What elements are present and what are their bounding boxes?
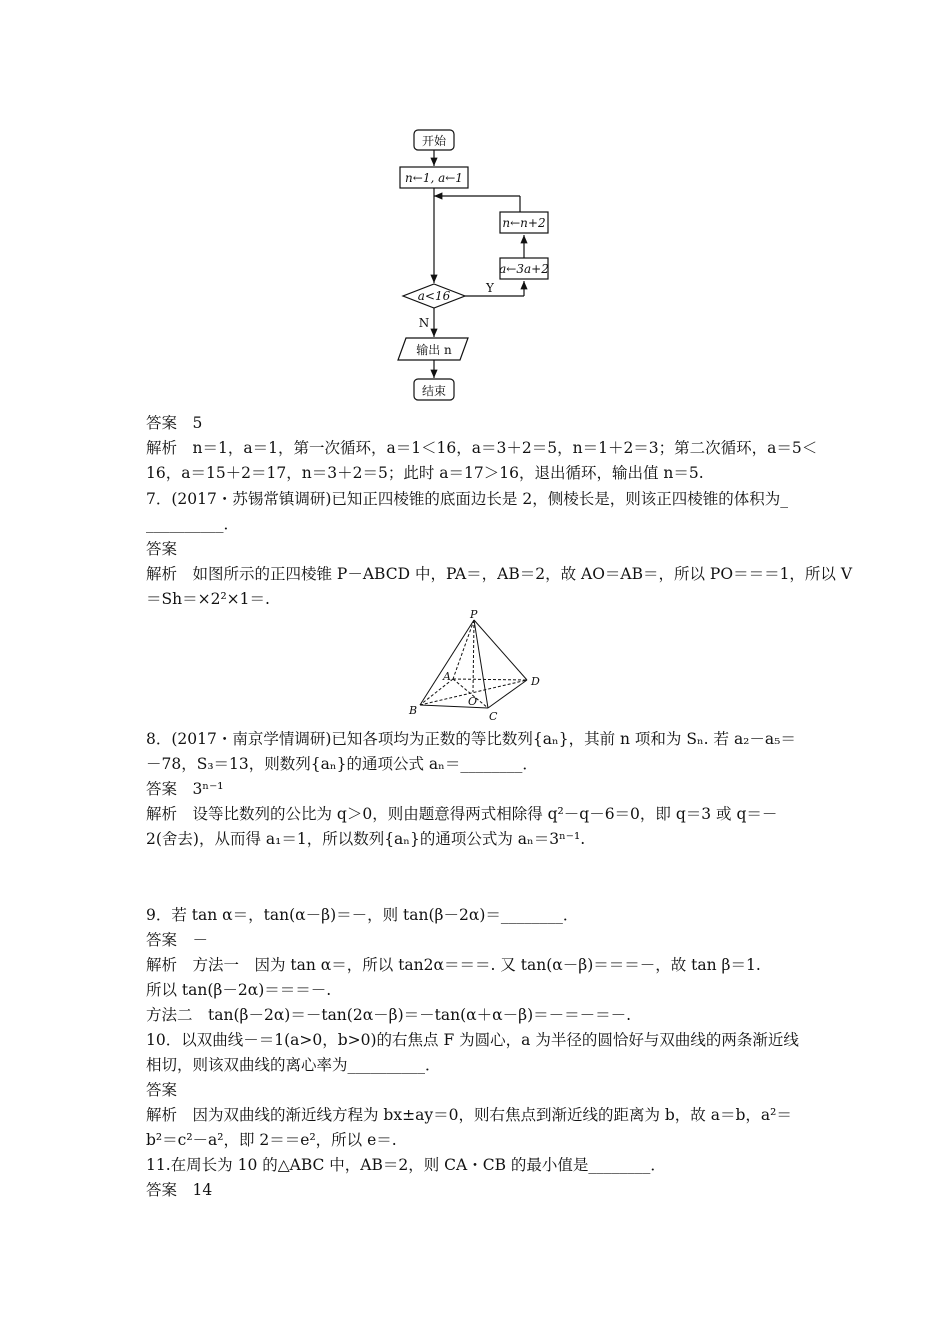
start-label: 开始 [421,134,447,148]
answer-6: 答案 5 [146,414,203,432]
step-n-label: n←n+2 [502,216,546,230]
yes-label: Y [486,281,494,295]
analysis-8-line2: 2(舍去)，从而得 a₁＝1，所以数列{aₙ}的通项公式为 aₙ＝3ⁿ⁻¹. [146,830,586,848]
flowchart-diagram [0,0,950,420]
no-label: N [418,316,430,330]
label-C: C [489,710,498,723]
end-label: 结束 [421,384,447,398]
label-B: B [409,704,418,717]
question-7-line2: __________． [146,515,240,533]
analysis-9-line2: 所以 tan(β－2α)＝＝＝－. [146,981,332,999]
answer-8: 答案 3ⁿ⁻¹ [146,780,224,798]
analysis-8-line1: 解析 设等比数列的公比为 q＞0，则由题意得两式相除得 q²－q－6＝0，即 q＝3 或 q＝－ [146,805,778,823]
pyramid-figure [0,608,950,728]
condition-label: a<16 [417,289,451,303]
step-a-label: a←3a+2 [499,262,549,276]
analysis-7-line2: ＝Sh＝×2²×1＝. [146,590,270,608]
question-10-line2: 相切，则该双曲线的离心率为__________． [146,1056,441,1074]
label-P: P [470,608,478,621]
question-11: 11.在周长为 10 的△ABC 中，AB＝2，则 CA・CB 的最小值是________． [146,1156,666,1174]
analysis-7-line1: 解析 如图所示的正四棱锥 P－ABCD 中，PA＝，AB＝2，故 AO＝AB＝，所以 PO＝＝＝1，所以 V [146,565,853,583]
question-8-line2: －78，S₃＝13，则数列{aₙ}的通项公式 aₙ＝________． [146,755,538,773]
answer-7: 答案 [146,540,178,558]
label-O: O [468,695,478,708]
answer-10: 答案 [146,1081,178,1099]
analysis-10-line1: 解析 因为双曲线的渐近线方程为 bx±ay＝0，则右焦点到渐近线的距离为 b，故 a＝b，a²＝ [146,1106,792,1124]
analysis-10-line2: b²＝c²－a²，即 2＝＝e²，所以 e＝. [146,1131,397,1149]
output-label: 输出 n [416,343,452,357]
label-D: D [531,675,540,688]
question-9: 9．若 tan α＝，tan(α－β)＝－，则 tan(β－2α)＝________． [146,906,579,924]
analysis-9-line1: 解析 方法一 因为 tan α＝，所以 tan2α＝＝＝. 又 tan(α－β)＝＝＝－，故 tan β＝1. [146,956,761,974]
analysis-6-line1: 解析 n＝1，a＝1，第一次循环，a＝1＜16，a＝3＋2＝5，n＝1＋2＝3；第二次循环，a＝5＜ [146,439,818,457]
analysis-9-line3: 方法二 tan(β－2α)＝－tan(2α－β)＝－tan(α＋α－β)＝－＝－＝－. [146,1006,632,1024]
question-8-line1: 8．(2017・南京学情调研)已知各项均为正数的等比数列{aₙ}，其前 n 项和为 Sₙ. 若 a₂－a₅＝ [146,730,796,748]
question-7-line1: 7．(2017・苏锡常镇调研)已知正四棱锥的底面边长是 2，侧棱长是，则该正四棱锥的体积为_ [146,490,788,508]
answer-11: 答案 14 [146,1181,213,1199]
analysis-6-line2: 16，a＝15＋2＝17，n＝3＋2＝5；此时 a＝17＞16，退出循环，输出值 n＝5. [146,464,704,482]
question-10-line1: 10．以双曲线－＝1(a>0，b>0)的右焦点 F 为圆心，a 为半径的圆恰好与双曲线的两条渐近线 [146,1031,799,1049]
answer-9: 答案 － [146,931,209,949]
label-A: A [443,670,451,683]
init-label: n←1, a←1 [405,171,463,185]
